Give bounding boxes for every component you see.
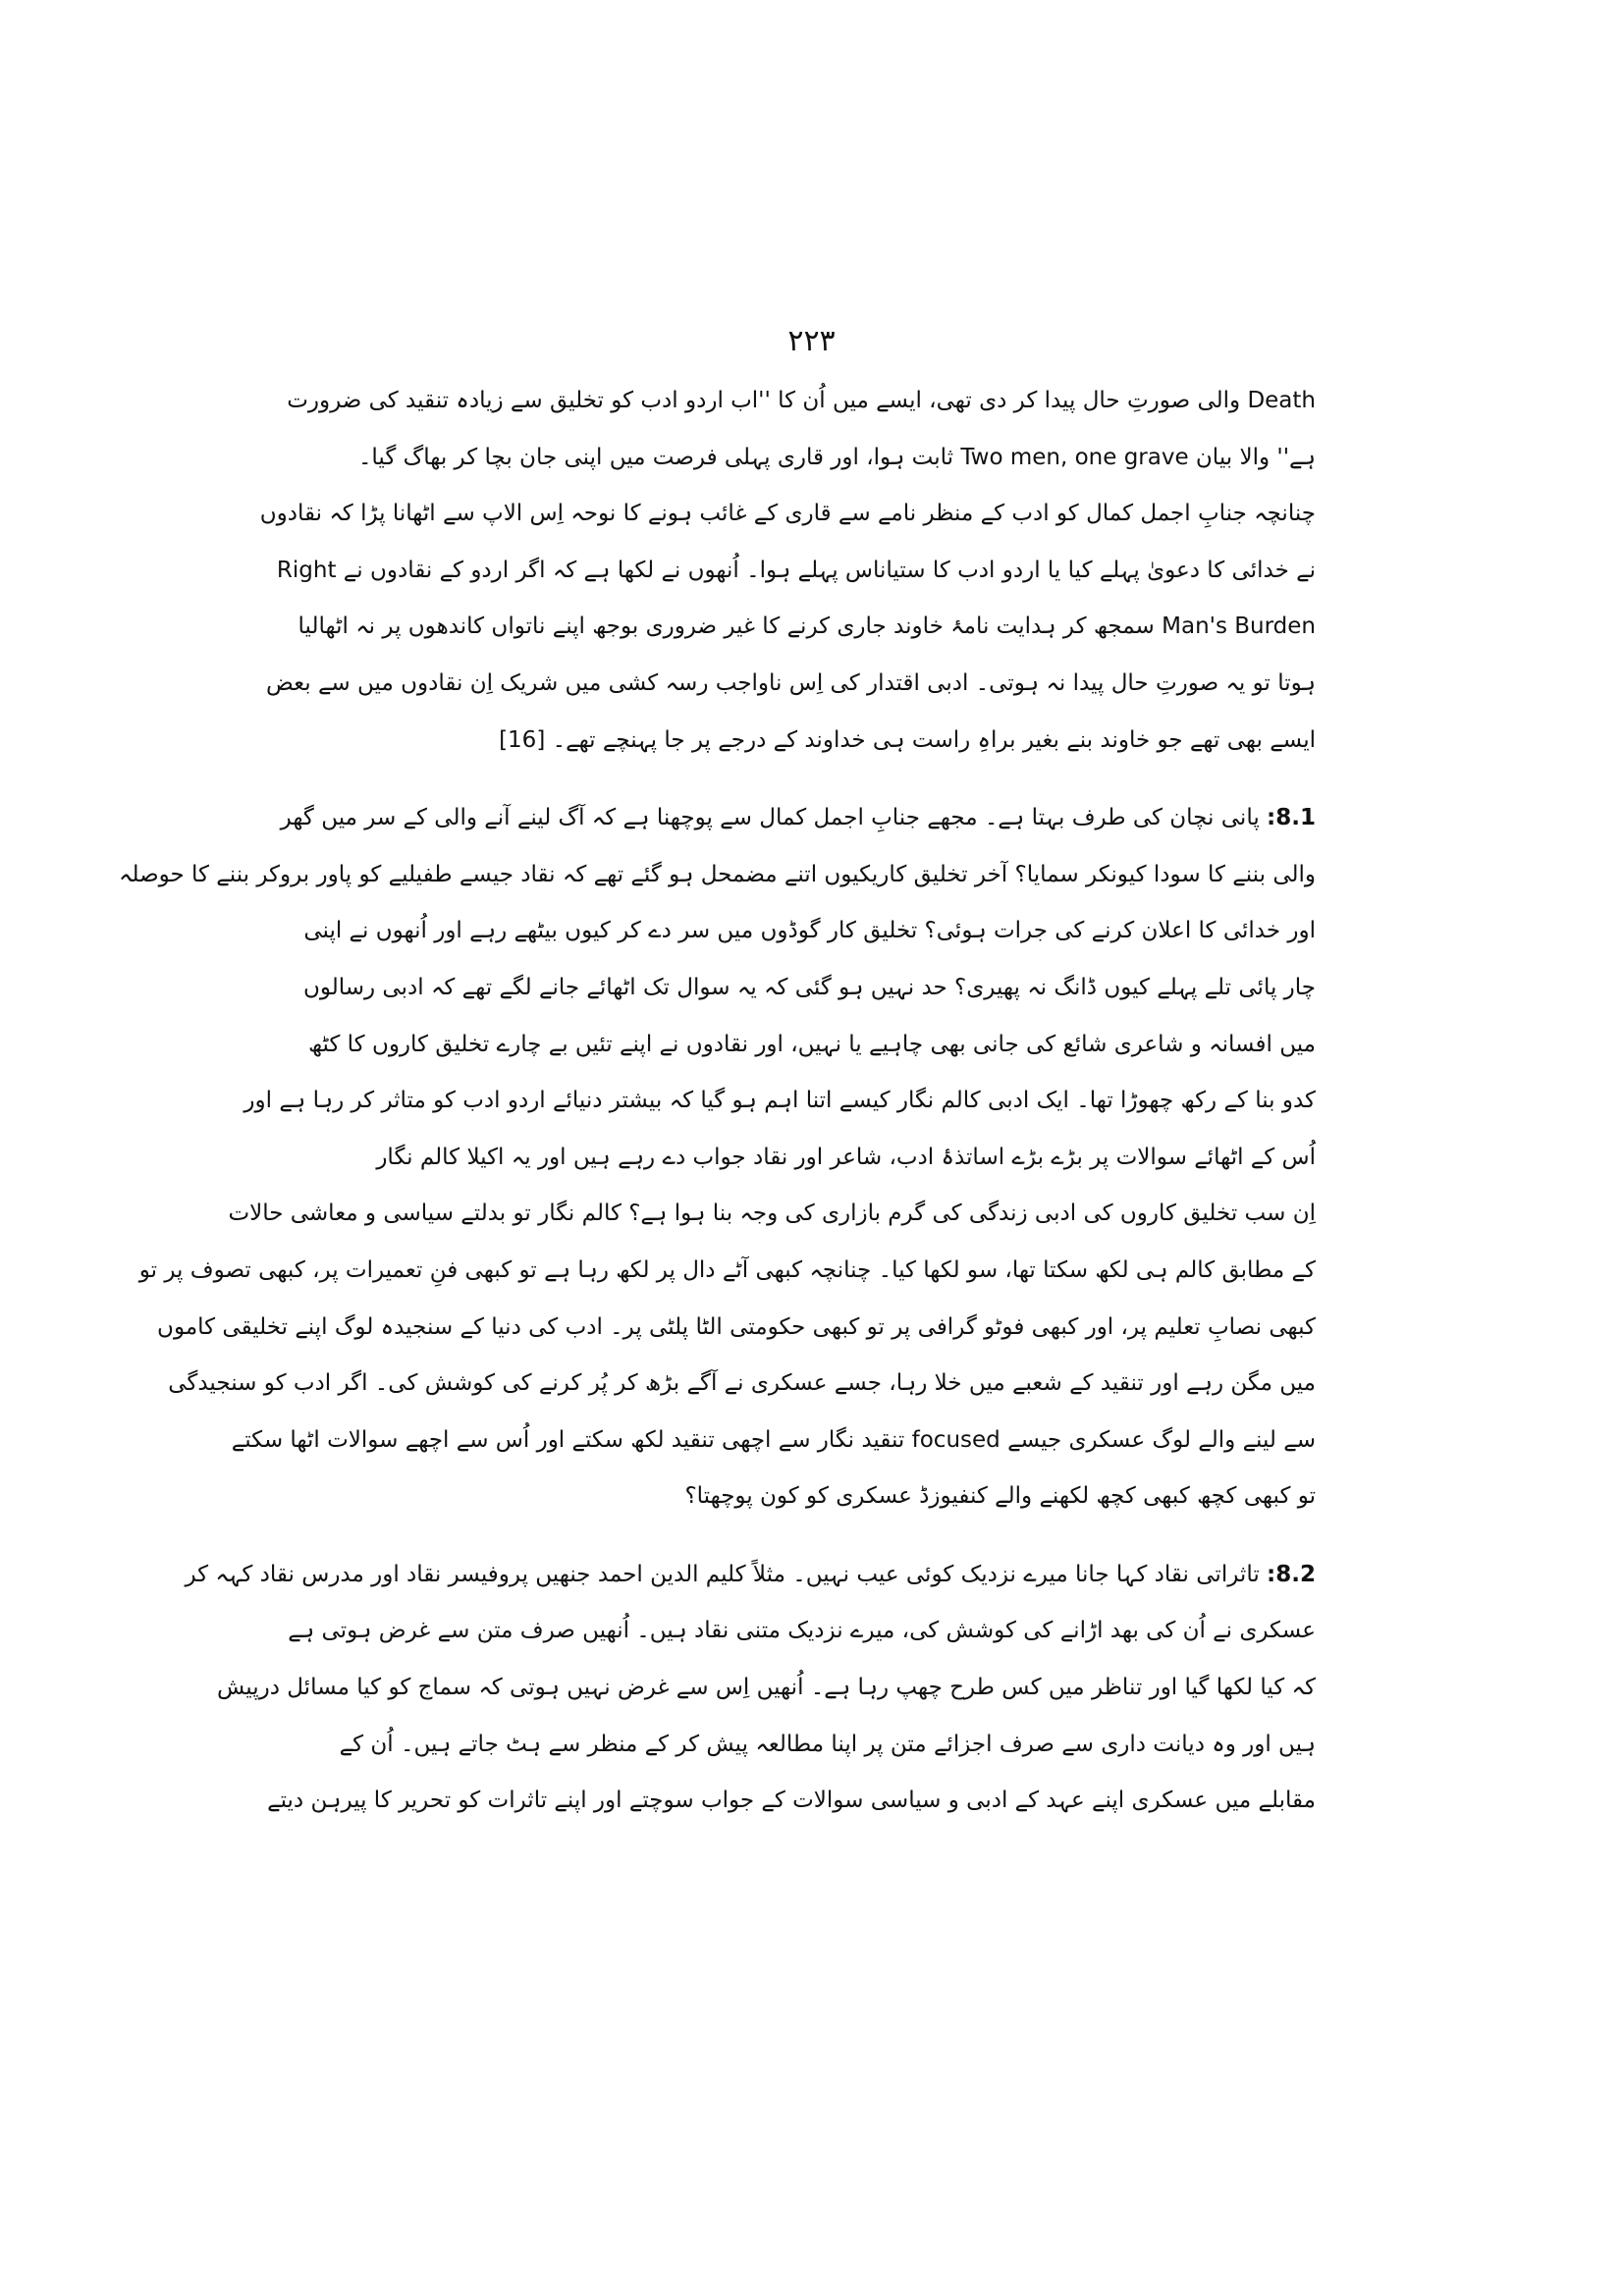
line-text: اور خدائی کا اعلان کرنے کی جرات ہوئی؟ تخلیق کار گوڈوں میں سر دے کر کیوں بیٹھے رہے اور اُنھوں نے اپنی <box>303 918 1316 944</box>
line-text: ایسے بھی تھے جو خاوند بنے بغیر براہِ راست ہی خداوند کے درجے پر جا پہنچے تھے۔ [16] <box>499 726 1316 753</box>
line-text: ہے'' والا بیان Two men, one grave ثابت ہوا، اور قاری پہلی فرصت میں اپنی جان بچا کر بھاگ گیا۔ <box>357 444 1316 470</box>
paragraph <box>259 373 1316 769</box>
text-line <box>312 1130 1316 1187</box>
text-line <box>267 1773 1316 1830</box>
section-number: 8.1: <box>1267 805 1316 831</box>
page-number: ۲۲۳ <box>787 324 836 358</box>
text-line <box>157 1300 1316 1357</box>
text-line <box>302 960 1316 1017</box>
line-text: مقابلے میں عسکری اپنے عہد کے ادبی و سیاسی سوالات کے جواب سوچتے اور اپنے تاثرات کو تحریر کا پیرہن دیتے <box>267 1788 1316 1814</box>
text-line <box>168 1356 1316 1413</box>
body-text <box>119 373 1316 1851</box>
paragraph-list <box>119 373 1316 1830</box>
text-line <box>307 1017 1316 1074</box>
text-line <box>280 790 1316 847</box>
line-text: سے لینے والے لوگ عسکری جیسے focused تنقید نگار سے اچھی تنقید لکھ سکتے اور اُس سے اچھے سوالات اٹھا سکتے <box>231 1426 1316 1453</box>
text-line <box>185 1547 1316 1604</box>
text-line <box>276 543 1316 600</box>
line-text: ہوتا تو یہ صورتِ حال پیدا نہ ہوتی۔ ادبی اقتدار کی اِس ناواجب رسہ کشی میں شریک اِن نقادوں میں سے بعض <box>265 669 1316 696</box>
line-text: تاثراتی نقاد کہا جانا میرے نزدیک کوئی عیب نہیں۔ مثلاً کلیم الدین احمد جنھیں پروفیسر نقاد اور مدرس نقاد کہہ کر <box>185 1561 1260 1587</box>
text-line <box>231 1413 1316 1469</box>
text-line <box>312 1468 1316 1525</box>
line-text: کبھی نصابِ تعلیم پر، اور کبھی فوٹو گرافی پر تو کبھی حکومتی الٹا پلٹی پر۔ ادب کی دنیا کے سنجیدہ لوگ اپنے تخلیقی کاموں <box>157 1313 1316 1340</box>
line-text: عسکری نے اُن کی بھد اڑانے کی کوشش کی، میرے نزدیک متنی نقاد ہیں۔ اُنھیں صرف متن سے غرض ہوتی ہے <box>288 1618 1316 1644</box>
line-text: والی بننے کا سودا کیونکر سمایا؟ آخر تخلیق کاریکیوں اتنے مضمحل ہو گئے تھے کہ نقاد جیسے طفیلیے کو پاور بروکر بننے کا حوصلہ <box>119 861 1316 887</box>
line-text: کدو بنا کے رکھ چھوڑا تھا۔ ایک ادبی کالم نگار کیسے اتنا اہم ہو گیا کہ بیشتر دنیائے اردو ادب کو متاثر کر رہا ہے اور <box>243 1088 1316 1114</box>
text-line <box>216 1660 1316 1717</box>
text-line <box>303 903 1316 960</box>
text-line <box>287 373 1316 430</box>
section-number: 8.2: <box>1267 1561 1316 1587</box>
line-text: چار پائی تلے پہلے کیوں ڈانگ نہ پھیری؟ حد نہیں ہو گئی کہ یہ سوال تک اٹھائے جانے لگے تھے کہ ادبی رسالوں <box>302 974 1316 1000</box>
paragraph <box>119 790 1316 1525</box>
line-text: Death والی صورتِ حال پیدا کر دی تھی، ایسے میں اُن کا ''اب اردو ادب کو تخلیق سے زیادہ تنقید کی ضرورت <box>287 388 1316 413</box>
line-text: اِن سب تخلیق کاروں کی ادبی زندگی کی گرم بازاری کی وجہ بنا ہوا ہے؟ کالم نگار تو بدلتے سیاسی و معاشی حالات <box>228 1201 1316 1227</box>
text-line <box>288 1603 1316 1660</box>
text-line <box>243 1073 1316 1130</box>
text-line <box>228 1186 1316 1243</box>
line-text: پانی نچان کی طرف بہتا ہے۔ مجھے جنابِ اجمل کمال سے پوچھنا ہے کہ آگ لینے آنے والی کے سر میں گھر <box>280 805 1260 831</box>
text-line <box>312 1717 1316 1774</box>
line-text: کہ کیا لکھا گیا اور تناظر میں کس طرح چھپ رہا ہے۔ اُنھیں اِس سے غرض نہیں ہوتی کہ سماج کو کیا مسائل درپیش <box>216 1675 1316 1701</box>
line-text: اُس کے اٹھائے سوالات پر بڑے بڑے اساتذۂ ادب، شاعر اور نقاد جواب دے رہے ہیں اور یہ اکیلا کالم نگار <box>376 1144 1316 1170</box>
line-text: تو کبھی کچھ کبھی کچھ لکھنے والے کنفیوزڈ عسکری کو کون پوچھتا؟ <box>684 1483 1316 1510</box>
line-text: نے خدائی کا دعویٰ پہلے کیا یا اردو ادب کا ستیاناس پہلے ہوا۔ اُنھوں نے لکھا ہے کہ اگر اردو کے نقادوں نے Right <box>276 557 1316 583</box>
line-text: میں مگن رہے اور تنقید کے شعبے میں خلا رہا، جسے عسکری نے آگے بڑھ کر پُر کرنے کی کوشش کی۔ اگر ادب کو سنجیدگی <box>168 1370 1316 1397</box>
line-text: میں افسانہ و شاعری شائع کی جانی بھی چاہیے یا نہیں، اور نقادوں نے اپنے تئیں بے چارے تخلیق کاروں کا کٹھ <box>307 1031 1316 1057</box>
line-text: چنانچہ جنابِ اجمل کمال کو ادب کے منظر نامے سے قاری کے غائب ہونے کا نوحہ اِس الاپ سے اٹھانا پڑا کہ نقادوں <box>259 501 1316 527</box>
text-line <box>312 430 1316 487</box>
paragraph <box>185 1547 1316 1830</box>
text-line <box>265 656 1316 713</box>
text-line <box>259 486 1316 543</box>
text-line <box>298 599 1316 656</box>
line-text: ہیں اور وہ دیانت داری سے صرف اجزائے متن پر اپنا مطالعہ پیش کر کے منظر سے ہٹ جاتے ہیں۔ اُن کے <box>339 1731 1316 1757</box>
text-line <box>312 713 1316 770</box>
text-line <box>119 847 1316 904</box>
line-text: Man's Burden سمجھ کر ہدایت نامۂ خاوند جاری کرنے کا غیر ضروری بوجھ اپنے ناتواں کاندھوں پر نہ اٹھالیا <box>298 614 1316 640</box>
text-line <box>138 1243 1316 1300</box>
line-text: کے مطابق کالم ہی لکھ سکتا تھا، سو لکھا کیا۔ چنانچہ کبھی آٹے دال پر لکھ رہا ہے تو کبھی فنِ تعمیرات پر، کبھی تصوف پر تو <box>138 1256 1316 1283</box>
